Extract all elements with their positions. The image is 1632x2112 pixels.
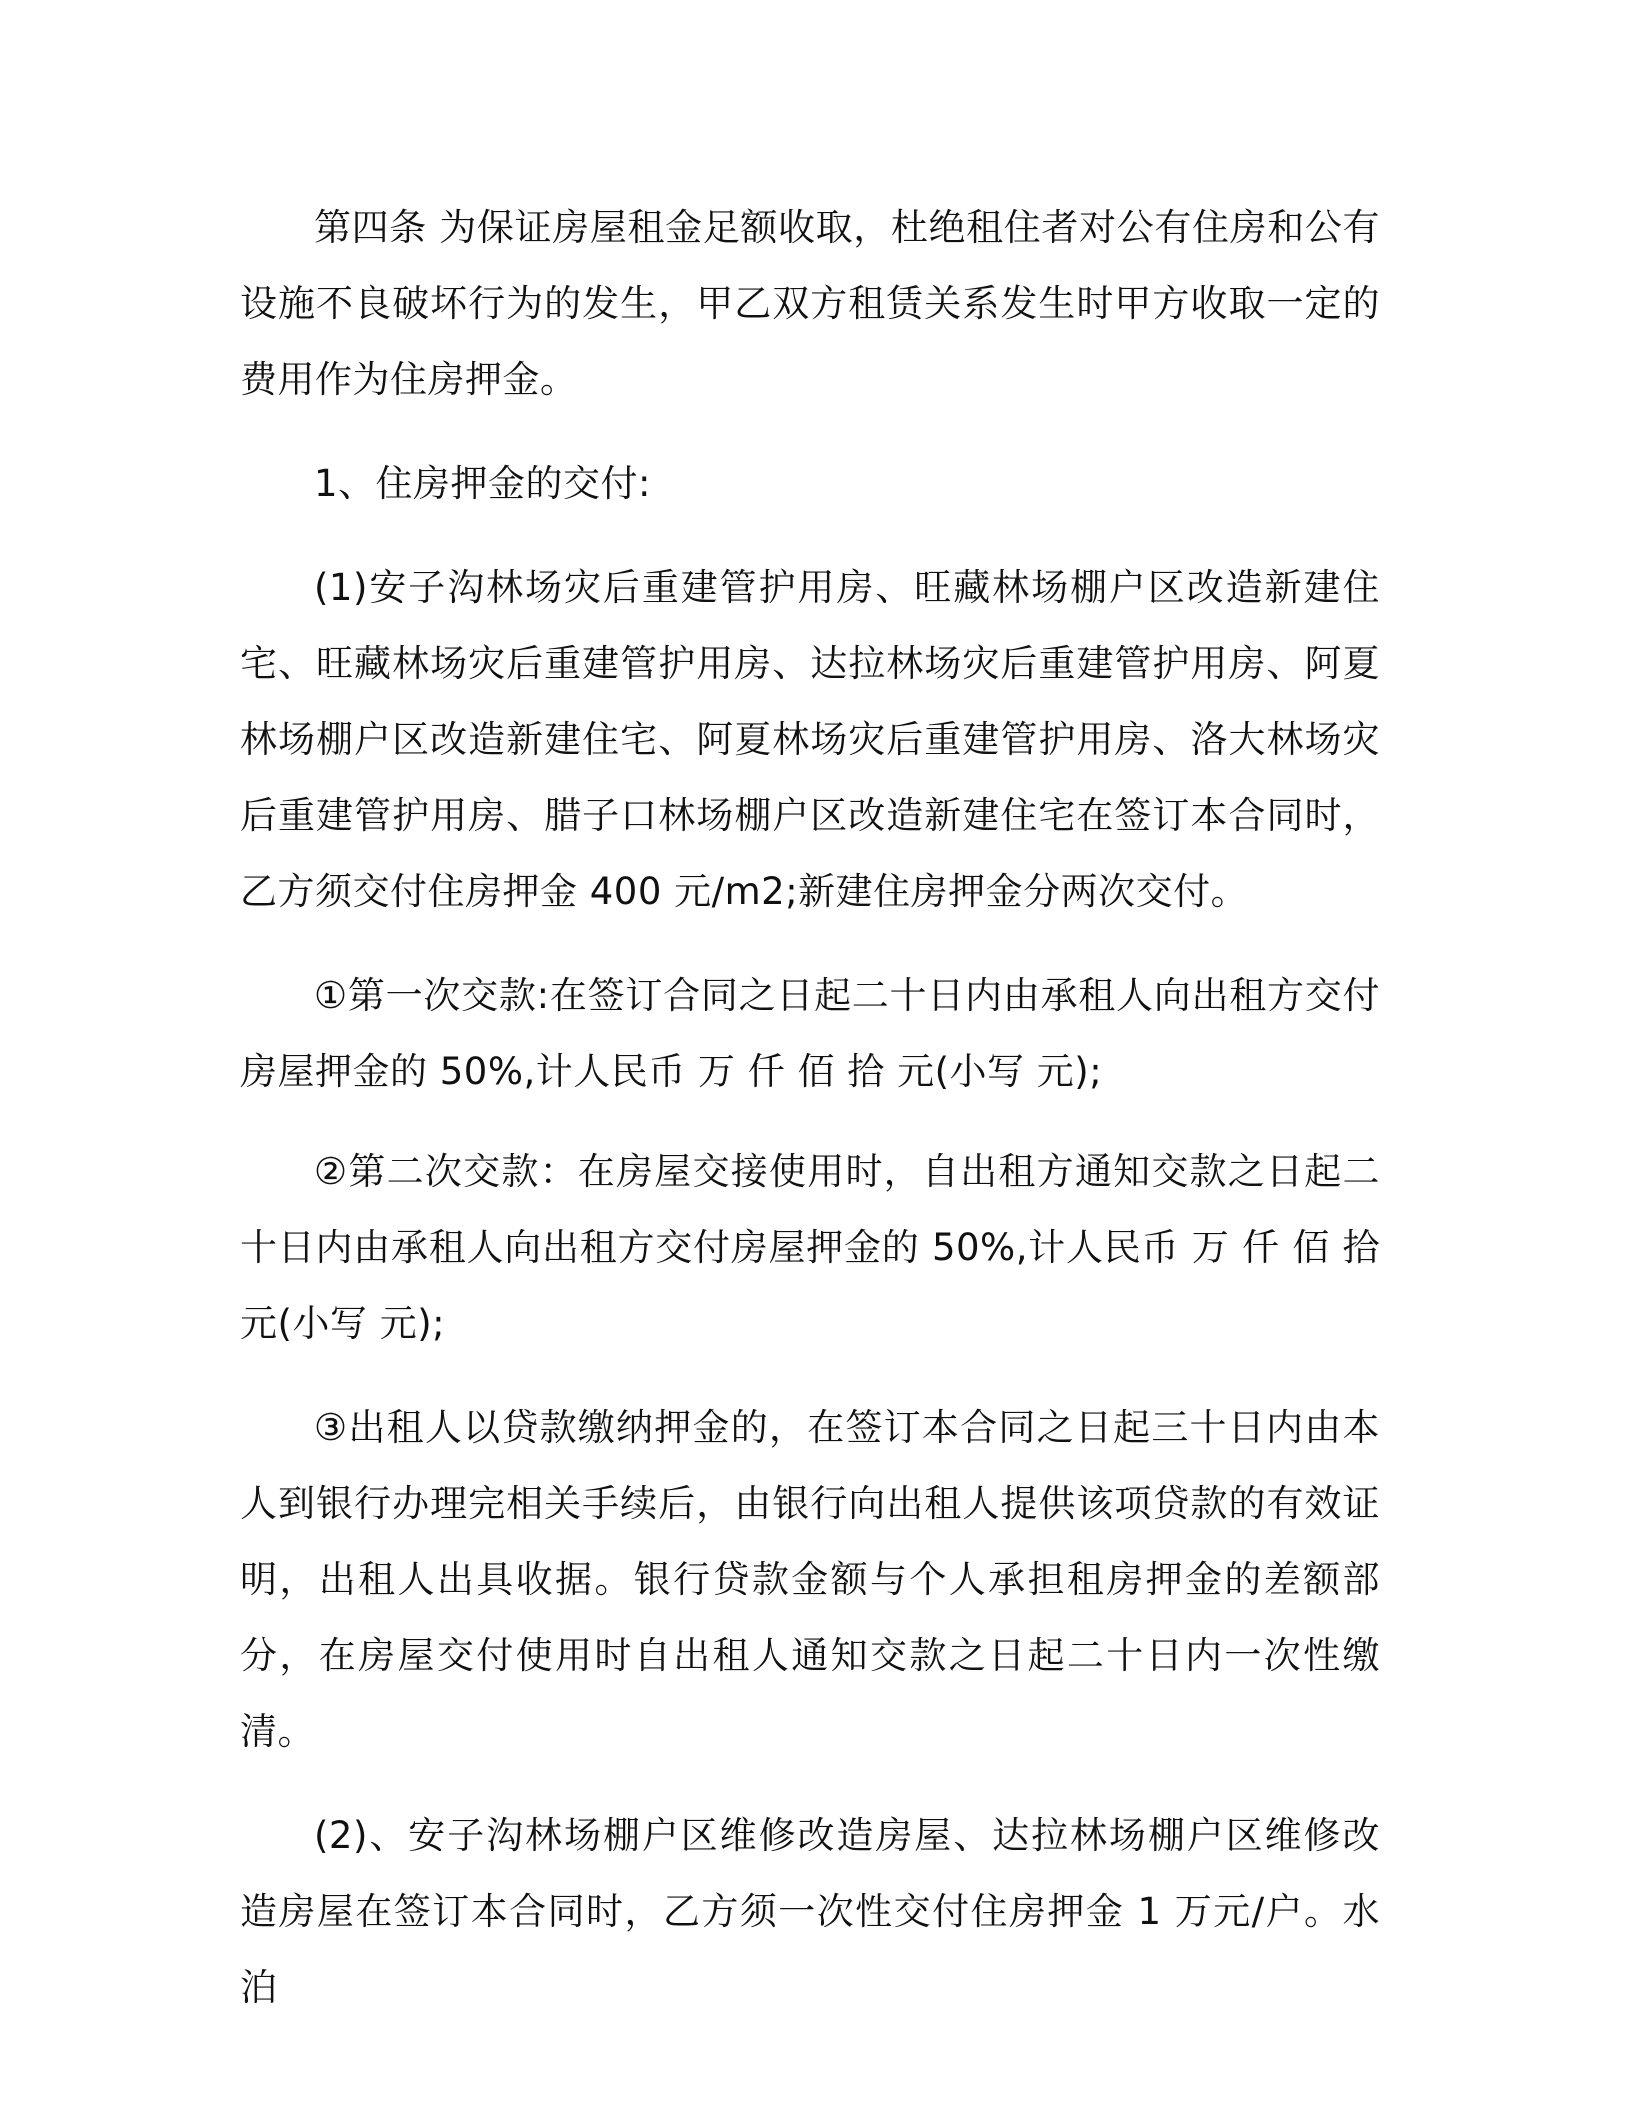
loan-payment-paragraph: ③出租人以贷款缴纳押金的，在签订本合同之日起三十日内由本人到银行办理完相关手续后，由银行向出租人提供该项贷款的有效证明，出租人出具收据。银行贷款金额与个人承担租房押金的差额部分，在房屋交付使用时自出租人通知交款之日起二十日内一次性缴清。	[240, 1406, 1380, 1753]
second-payment-paragraph: ②第二次交款：在房屋交接使用时，自出租方通知交款之日起二十日内由承租人向出租方交付房屋押金的 50%,计人民币 万 仟 佰 拾 元(小写 元);	[240, 1150, 1380, 1345]
clause-2-paragraph: (2)、安子沟林场棚户区维修改造房屋、达拉林场棚户区维修改造房屋在签订本合同时，乙方须一次性交付住房押金 1 万元/户。水泊	[240, 1814, 1380, 2009]
deposit-payment-heading: 1、住房押金的交付:	[314, 462, 652, 505]
clause-1-paragraph: (1)安子沟林场灾后重建管护用房、旺藏林场棚户区改造新建住宅、旺藏林场灾后重建管护用房、达拉林场灾后重建管护用房、阿夏林场棚户区改造新建住宅、阿夏林场灾后重建管护用房、洛大林场灾后重建管护用房、腊子口林场棚户区改造新建住宅在签订本合同时，乙方须交付住房押金 400 元/m2;新建住房押金分两次交付。	[240, 566, 1380, 913]
article-4-paragraph: 第四条 为保证房屋租金足额收取，杜绝租住者对公有住房和公有设施不良破坏行为的发生，甲乙双方租赁关系发生时甲方收取一定的费用作为住房押金。	[240, 206, 1380, 401]
document-body	[240, 190, 1380, 2054]
first-payment-paragraph: ①第一次交款:在签订合同之日起二十日内由承租人向出租方交付房屋押金的 50%,计人民币 万 仟 佰 拾 元(小写 元);	[240, 974, 1380, 1093]
